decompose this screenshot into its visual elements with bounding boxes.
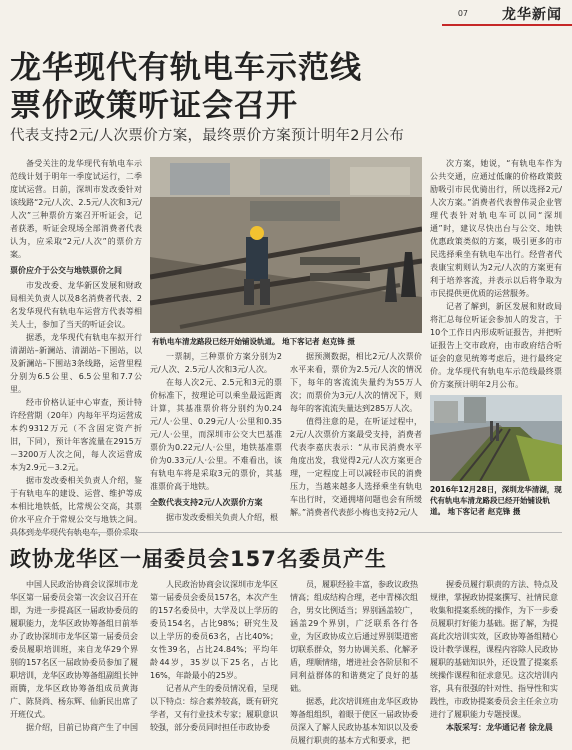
paragraph: 在每人次2元、2.5元和3元的票价标准下，按理论可以乘坐最远距离计算，其基准票价将分别约为0.24元/人·公里、0.29元/人·公里和0.35元/人·公里，而深圳市公交大巴基准票价为0.22元/人·公里，地铁基准票价为0.33元/人·公里。不难看出，该有轨电车将是采取3元的票价，其基准票价高于地铁。 <box>150 378 282 491</box>
article1-column-1 <box>10 157 142 539</box>
headline-line-1: 龙华现代有轨电车示范线 <box>10 50 362 86</box>
paragraph: 值得注意的是，在听证过程中，2元/人次票价方案最受支持，消费者代表李嘉庆表示：“从市民消费水平角度出发，我觉得2元/人次方案更合理，一定程度上可以减轻市民的消费压力，当越来越多人选择乘坐有轨电车出行时，交通拥堵问题也会有所缓解。”消费者代表彭小梅也支持2元/人 <box>290 417 422 517</box>
page-header <box>0 0 572 30</box>
paragraph: 据预测数据，相比2元/人次票价水平来看，票价为2.5元/人次的情况下，每年的客流流失量约为55万人次；而票价为3元/人次的情况下，则每年的客流流失量达到285万人次。 <box>290 352 422 413</box>
article2-headline: 政协龙华区一届委员会157名委员产生 <box>10 547 387 571</box>
paragraph: 记者从产生的委员情况看，呈现以下特点：综合素养较高，既有研究学者，又有行业技术专家；履职意识较强，部分委员同时担任市政协委 <box>150 684 278 732</box>
byline: 本版采写：龙华通记者 徐龙晨 <box>446 723 553 732</box>
paragraph: 一票制，三种票价方案分别为2元/人次、2.5元/人次和3元/人次。 <box>150 352 282 374</box>
photo-track-worker-image <box>150 157 422 333</box>
article1-column-3 <box>290 350 422 519</box>
article2-column-2 <box>150 578 278 734</box>
page-number: 07 <box>457 9 468 18</box>
header-rule <box>442 24 572 26</box>
paragraph: 据悉，龙华现代有轨电车拟开行清湖站–新澜站、清湖站–下围站，以及新澜站–下围站3条线路，运营里程分别为6.5公里、6.5公里和7.7公里。 <box>10 333 142 394</box>
article-divider <box>10 532 562 533</box>
paragraph: 据介绍，目前已协商产生了中国 <box>26 723 138 732</box>
section-subhead: 票价应介于公交与地铁票价之间 <box>10 266 122 275</box>
paragraph: 经市价格认证中心审查，预计特许经营期（20年）内每年平均运营成本约9312万元（不含固定资产折旧，下同），预计年客流量在2915万－3200万人次之间，每人次运营成本为2.9元－3.2元。 <box>10 398 142 472</box>
paragraph: 市发改委、龙华新区发展和财政局相关负责人以及8名消费者代表、2名发华现代有轨电车运营方代表等相关人士，参加了当天的听证会议。 <box>10 281 142 329</box>
headline-line-2: 票价政策听证会召开 <box>10 88 298 124</box>
paragraph: 据市发改委相关负责人介绍，鉴于有轨电车的建设、运营、维护等成本相比地铁低，比常规公交高，其票价水平应介于常规公交与地铁之间。 <box>10 476 142 524</box>
photo-track-road-image <box>430 395 562 481</box>
paragraph: 据市发改委相关负责人介绍，根 <box>166 513 278 522</box>
article1-column-2 <box>150 350 282 524</box>
article2-column-4 <box>430 578 558 734</box>
paragraph: 人民政治协商会议深圳市龙华区第一届委员会委员157名，本次产生的157名委员中，大学及以上学历的委员154名，占比98%；研究生及以上学历的委员63名，占比40%；女性39名，占比24.84%；平均年龄44岁，35岁以下25名，占比16%，年龄最小的25岁。 <box>150 580 278 680</box>
article2-column-3 <box>290 578 418 747</box>
paragraph: 备受关注的龙华现代有轨电车示范线计划于明年一季度试运行，二季度试运营。日前，深圳市发改委针对该线路“2元/人次、2.5元/人次和3元/人次”三种票价方案召开听证会，记者获悉，听证会现场全部消费者代表认为，应采取“2元/人次”的票价方案。 <box>10 159 142 259</box>
photo2-caption: 2016年12月28日，深圳龙华清湖，现代有轨电车清龙路段已经开始铺设轨道。 地下客记者 赵克锋 摄 <box>430 485 562 516</box>
paragraph: 次方案，她说，“有轨电车作为公共交通，应通过低廉的价格政策鼓励吸引市民优骑出行，所以选择2元/人次方案。”消费者代表曾伟灵企业管理代表针对轨电车可以同“深圳通”时，建议尽快出台与公交、地铁优惠政策类似的方案，吸引更多的市民选择乘坐有轨电车出行。经营者代表康宝莉则认为2元/人次的方案更有利于培养客流，并表示以后将争取为市民提供更优质的运营服务。 <box>430 159 562 298</box>
section-subhead: 全数代表支持2元/人次票价方案 <box>150 498 263 507</box>
photo-track-worker <box>150 157 422 333</box>
paragraph: 员，履职经验丰富，参政议政热情高；组成结构合理，老中青梯次组合，男女比例适当；界别涵盖较广，涵盖29个界别，广泛联系各行各业，为区政协成立后通过界别渠道密切联系群众，努力协调关系、化解矛盾，理顺情绪，增进社会各阶层和不同利益群体的和谐奠定了良好的基础。 <box>290 580 418 693</box>
photo1-caption: 有轨电车清龙路段已经开始铺设轨道。 地下客记者 赵克锋 摄 <box>152 337 355 346</box>
section-title: 龙华新闻 <box>502 7 562 23</box>
paragraph: 记者了解到，新区发展和财政局将汇总每位听证会参加人的发言，于10个工作日内形成听证报告，并把听证报告上交市政府，由市政府结合听证会的意见统筹考虑后，进行最终定价。龙华现代有轨电车示范线最终票价方案预计明年2月公布。 <box>430 302 562 389</box>
paragraph: 握委员履行职责的方法、特点及规律，掌握政协提案撰写、社情民意收集和提案系统的操作，为下一步委员履职打好能力基础。据了解，为提高此次培训实效，区政协筹备组精心设计教学课程，课程内容除人民政协履职的基础知识外，还设置了提案系统操作课程和征求意见。这次培训内容，具有很强的针对性、指导性和实践性，市政协提案委员会主任余立功进行了履职能力专题授课。 <box>430 580 558 719</box>
photo-track-road <box>430 395 562 481</box>
subheadline: 代表支持2元/人次票价方案，最终票价方案预计明年2月公布 <box>10 128 405 144</box>
paragraph: 据悉，此次培训班由龙华区政协筹备组组织，着眼于使区一届政协委员深入了解人民政协基本知识以及委员履行职责的基本方式和要求，把 <box>290 697 418 745</box>
article1-column-4 <box>430 157 562 391</box>
paragraph: 中国人民政治协商会议深圳市龙华区第一届委员会第一次会议召开在即，为进一步提高区一届政协委员的履职能力，龙华区政协筹备组日前举办了政协深圳市龙华区第一届委员会委员履职培训班，来自龙华29个界别的157名区一届政协委员参加了履职培训，龙华区政协筹备组副组长钟雨腾，龙华区政协筹备组成员黄海广、陈贤尚、杨东辉、仙新民出席了开班仪式。 <box>10 580 138 719</box>
article2-column-1 <box>10 578 138 734</box>
